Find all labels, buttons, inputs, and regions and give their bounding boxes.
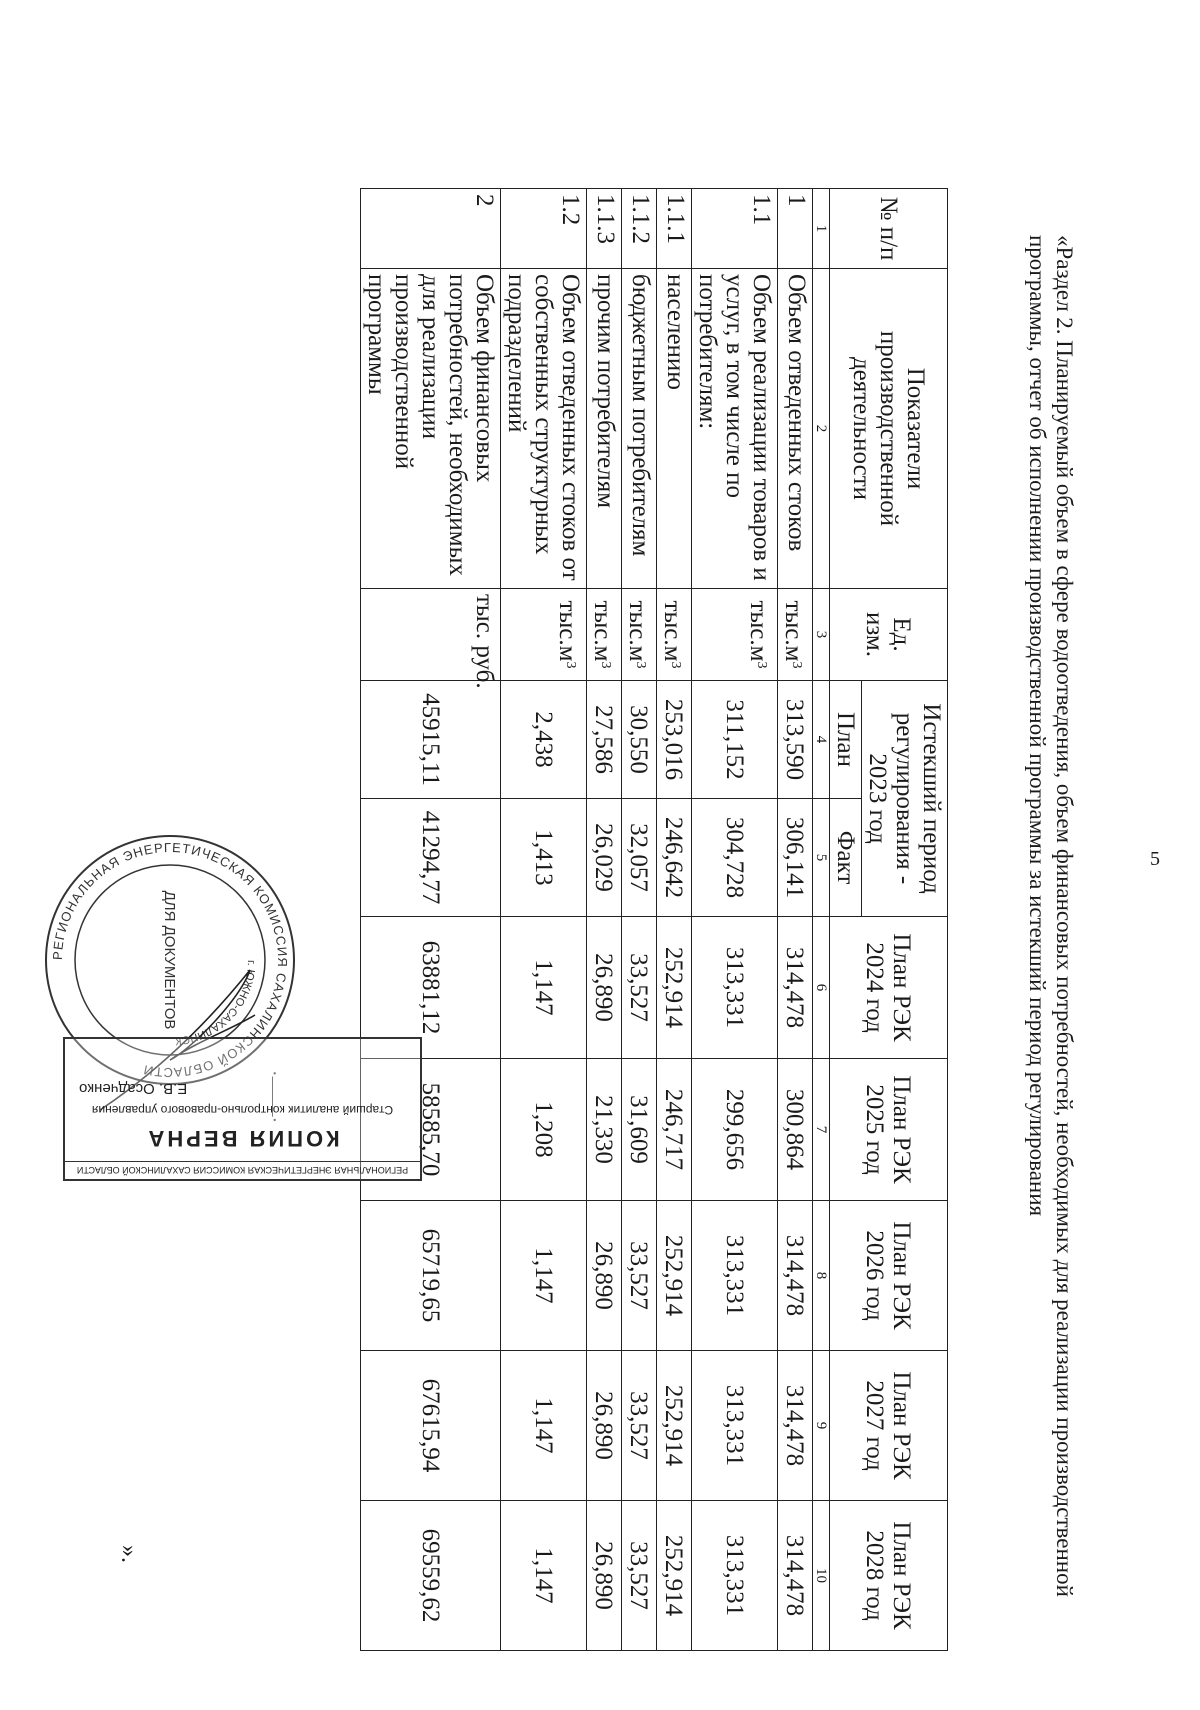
table-row (587, 189, 622, 1651)
column-index: 8 (813, 1201, 830, 1351)
dash-mark: ·——· (263, 1070, 285, 1124)
row-indicator: Объем финансовых потребностей, необходимых для реализации производственной программы (361, 269, 501, 589)
header-indicator: Показатели производственной деятельности (830, 269, 948, 589)
column-index-row (813, 189, 830, 1651)
row-value: 27,586 (587, 681, 622, 799)
row-value: 33,527 (622, 1501, 657, 1651)
table-row (778, 189, 813, 1651)
row-value: 1,208 (501, 1059, 587, 1201)
row-value: 252,914 (657, 1201, 692, 1351)
header-num: № п/п (830, 189, 948, 269)
row-value: 33,527 (622, 1201, 657, 1351)
column-index: 4 (813, 681, 830, 799)
row-value: 313,331 (692, 1501, 778, 1651)
row-value: 33,527 (622, 917, 657, 1059)
column-index: 1 (813, 189, 830, 269)
page-number: 5 (1150, 848, 1160, 870)
row-value: 300,864 (778, 1059, 813, 1201)
unit-superscript: 3 (789, 661, 804, 669)
row-number: 1 (778, 189, 813, 269)
table-row (692, 189, 778, 1651)
row-value: 304,728 (692, 799, 778, 917)
row-value: 26,890 (587, 917, 622, 1059)
row-indicator: Объем отведенных стоков (778, 269, 813, 589)
svg-text:ДЛЯ ДОКУМЕНТОВ: ДЛЯ ДОКУМЕНТОВ (161, 890, 178, 1030)
header-row (862, 189, 948, 1651)
stamp-person: Е.В. Осадченко (79, 1080, 188, 1097)
row-value: 26,890 (587, 1201, 622, 1351)
production-program-table (360, 188, 948, 1651)
row-indicator: Объем отведенных стоков от собственных структурных подразделений (501, 269, 587, 589)
header-past-period: Истекший период регулирования - 2023 год (862, 681, 948, 917)
stamp-role: Старший аналитик контрольно-правового управления (91, 1103, 394, 1117)
row-value: 65719,65 (361, 1201, 501, 1351)
row-value: 314,478 (778, 1351, 813, 1501)
row-value: 313,590 (778, 681, 813, 799)
unit-superscript: 3 (668, 661, 683, 669)
row-unit: $тыс.м^3$ (501, 589, 587, 681)
table-row (361, 189, 501, 1651)
header-2028: План РЭК 2028 год (830, 1501, 948, 1651)
row-value: 41294,77 (361, 799, 501, 917)
closing-quote: ». (116, 1545, 142, 1563)
row-value: 67615,94 (361, 1351, 501, 1501)
stamp-copy-label: КОПИЯ ВЕРНА (145, 1126, 340, 1151)
table-row (501, 189, 587, 1651)
column-index: 5 (813, 799, 830, 917)
header-2024: План РЭК 2024 год (830, 917, 948, 1059)
row-value: 313,331 (692, 1351, 778, 1501)
header-2026: План РЭК 2026 год (830, 1201, 948, 1351)
column-index: 2 (813, 269, 830, 589)
row-value: 30,550 (622, 681, 657, 799)
row-value: 31,609 (622, 1059, 657, 1201)
row-value: 45915,11 (361, 681, 501, 799)
column-index: 10 (813, 1501, 830, 1651)
unit-superscript: 3 (598, 661, 613, 669)
row-indicator: населению (657, 269, 692, 589)
row-value: 311,152 (692, 681, 778, 799)
row-value: 1,413 (501, 799, 587, 917)
table-row (622, 189, 657, 1651)
row-value: 1,147 (501, 1501, 587, 1651)
row-number: 1.1 (692, 189, 778, 269)
row-value: 33,527 (622, 1351, 657, 1501)
row-value: 314,478 (778, 917, 813, 1059)
header-plan: План (830, 681, 862, 799)
row-unit: тыс. руб. (361, 589, 501, 681)
row-value: 58585,70 (361, 1059, 501, 1201)
row-value: 1,147 (501, 1201, 587, 1351)
row-number: 1.2 (501, 189, 587, 269)
table-row (657, 189, 692, 1651)
row-unit: $тыс.м^3$ (657, 589, 692, 681)
header-2025: План РЭК 2025 год (830, 1059, 948, 1201)
row-number: 1.1.2 (622, 189, 657, 269)
header-2027: План РЭК 2027 год (830, 1351, 948, 1501)
row-value: 299,656 (692, 1059, 778, 1201)
table-body (361, 189, 813, 1651)
row-indicator: Объем реализации товаров и услуг, в том числе по потребителям: (692, 269, 778, 589)
column-index: 9 (813, 1351, 830, 1501)
row-value: 26,029 (587, 799, 622, 917)
row-value: 1,147 (501, 917, 587, 1059)
row-value: 252,914 (657, 917, 692, 1059)
row-value: 32,057 (622, 799, 657, 917)
row-number: 2 (361, 189, 501, 269)
section-heading: «Раздел 2. Планируемый объем в сфере водоотведения, объем финансовых потребностей, необходимых для реализации производственной программы, отчет об исполнении производственной программы за истекший период регулирования (1025, 235, 1077, 1597)
row-value: 21,330 (587, 1059, 622, 1201)
row-value: 313,331 (692, 917, 778, 1059)
row-unit: $тыс.м^3$ (622, 589, 657, 681)
column-index: 7 (813, 1059, 830, 1201)
svg-text:РЕГИОНАЛЬНАЯ ЭНЕРГЕТИЧЕСКАЯ КО: РЕГИОНАЛЬНАЯ ЭНЕРГЕТИЧЕСКАЯ КОМИССИЯ САХАЛИНСКОЙ ОБЛАСТИ (49, 839, 291, 1081)
unit-superscript: 3 (754, 661, 769, 669)
row-value: 306,141 (778, 799, 813, 917)
column-index: 3 (813, 589, 830, 681)
row-number: 1.1.1 (657, 189, 692, 269)
row-unit: $тыс.м^3$ (587, 589, 622, 681)
header-fact: Факт (830, 799, 862, 917)
unit-superscript: 3 (563, 661, 578, 669)
row-unit: $тыс.м^3$ (778, 589, 813, 681)
row-number: 1.1.3 (587, 189, 622, 269)
row-value: 2,438 (501, 681, 587, 799)
row-value: 246,642 (657, 799, 692, 917)
row-unit: $тыс.м^3$ (692, 589, 778, 681)
row-indicator: бюджетным потребителям (622, 269, 657, 589)
row-indicator: прочим потребителям (587, 269, 622, 589)
row-value: 252,914 (657, 1501, 692, 1651)
row-value: 252,914 (657, 1351, 692, 1501)
row-value: 253,016 (657, 681, 692, 799)
row-value: 314,478 (778, 1501, 813, 1651)
unit-superscript: 3 (633, 661, 648, 669)
certification-stamp (63, 1037, 422, 1181)
row-value: 63881,12 (361, 917, 501, 1059)
row-value: 26,890 (587, 1351, 622, 1501)
row-value: 313,331 (692, 1201, 778, 1351)
row-value: 1,147 (501, 1351, 587, 1501)
stamp-organization: РЕГИОНАЛЬНАЯ ЭНЕРГЕТИЧЕСКАЯ КОМИССИЯ САХАЛИНСКОЙ ОБЛАСТИ (65, 1161, 420, 1175)
row-value: 26,890 (587, 1501, 622, 1651)
header-unit: Ед. изм. (830, 589, 948, 681)
row-value: 314,478 (778, 1201, 813, 1351)
row-value: 69559,62 (361, 1501, 501, 1651)
svg-text:г. ЮЖНО-САХАЛИНСК: г. ЮЖНО-САХАЛИНСК (174, 959, 258, 1047)
row-value: 246,717 (657, 1059, 692, 1201)
column-index: 6 (813, 917, 830, 1059)
